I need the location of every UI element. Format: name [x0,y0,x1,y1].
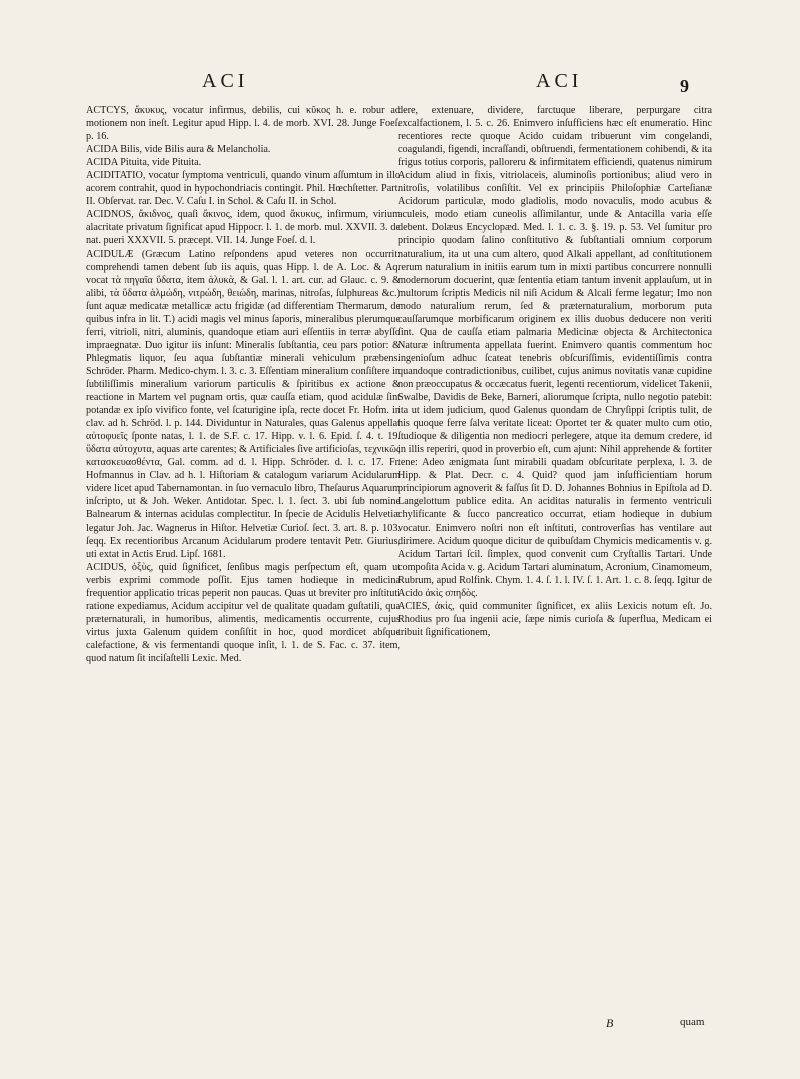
running-head-right: ACI [536,70,583,92]
entry-acycys: ACTCYS, ἄκυκυς, vocatur infirmus, debilis, cui κῦκος h. e. robur ad motionem non ineſt. Legitur apud Hipp. l. 4. de morb. XVI. 28. Junge Foeſ. p. 16. [86,105,400,143]
entry-acies: ACIES, ἀκὶς, quid communiter ſignificet, ex aliis Lexicis notum eſt. Jo. Rhodius pro ſua ingenii acie, ſæpe nimis curioſa & ſuperflua, Medicam ei tribuit ſignificationem, [398,600,712,638]
signature-mark: B [606,1016,614,1030]
entry-acida-bilis: ACIDA Bilis, vide Bilis aura & Melancholia. [86,144,271,156]
catchword: quam [680,1016,705,1028]
entry-acidus-continued: dere, extenuare, dividere, farctuque liberare, perpurgare citra excalfactionem, l. 5. c. 26. Enimvero inſufficiens hæc eſt enumeratio. Hinc recentiores recte quoque Acido cuidam tribuerunt vim congelandi, coagulandi, figendi, incraſſandi, obſtruendi, fermentationem cohibendi, & ita frigus totius corporis, palloreru & infirmitatem efficiendi, quatenus nimirum Acidum aliud in fixis, vitriolaceis, aluminoſis portionibus; aliud vero in nitroſis, volatilibus conſiſtit. Vel ex principiis Philoſophiæ Carteſianæ Acidorum particulæ, modo gladiolis, modo novaculis, modo acubus & aculeis, modo etiam cuneolis aſſimilantur, unde & Antacilla varia eſſe debent. Dolæus Encyclopæd. Med. l. 1. c. 3. §. 19. p. 53. Vel ſumitur pro principio quodam ſalino conſtitutivo & ſubſtantiali omnium corporum naturalium, ita ut una cum altero, quod Alkali appellant, ad conſtitutionem rerum naturalium in initiis earum tum in mixti partibus concurrere nonnulli modernorum docuerint, quæ ſententia etiam tantum invenit applauſum, ut in multorum ſcriptis Medicis nil niſi Acidum & Alcali ferme legatur; Imo non modo naturalium rerum, ſed & præternaturalium, morborum puta cauſſarumque morbificarum originem ex illis duobus deducere non veriti ſint. Qua de cauſſa etiam palmaria Medicinæ objecta & Architectonica Naturæ inſtrumenta appellata fuerint. Enimvero quantis commentum hoc ingenioſum adhuc ſcateat tenebris obſcuriſſimis, evidentiſſimis contra quandoque contradictionibus, cuilibet, cujus animus novitatis vanæ cupidine non præoccupatus & occæcatus fuerit, legenti recentiorum, videlicet Takenii, Swalbe, Davidis de Beke, Barneri, aliorumque ſcripta, nullo negotio patebit: ita ut idem judicium, quod Galenus quondam de Chryſippi ſcriptis tulit, de his quoque ferre ſalva veritate liceat: Oportet ter & quater multo cum otio, ſtudioque & diligentia non mediocri perlegere, atque ita demum credere, id in illis reperiri, quod in proverbio eſt, cum ajunt: Nihil apprehende & fortiter tene: Adeo ænigmata ſunt mirabili quadam obſcuritate perplexa, l. 3. de Hipp. & Plat. Decr. c. 4. Quid? quod jam inſufficientiam horum principiorum agnoverit & faſſus ſit D. D. Johannes Bohnius in Epiſtola ad D. Langelottum publice edita. An aciditas naturalis in fermento ventriculi chylificante & ſucco pancreatico occurrat, etiam hodieque in dubium vocatur. Enimvero noſtri non eſt inſtituti, controverſias has ventilare aut dirimere. Acidum quoque dicitur de quibuſdam Chymicis medicamentis v. g. Acidum Tartari ſcil. ſimplex, quod convenit cum Cryſtallis Tartari. Unde compoſita Acida v. g. Acidum Tartari aluminatum, Acronium, Cinamomeum, Rubrum, apud Rolfink. Chym. 1. 4. ſ. 1. l. IV. ſ. 1. Art. 1. c. 8. ſeqq. Igitur de Acido ἀκὶς σπηδὸς. [398,105,712,599]
left-column [86,104,400,665]
entry-acidnos: ACIDNOS, ἄκιδνος, quaſi ἄκινος, idem, quod ἄκυκυς, infirmum, virium alacritate privatum ſignificat apud Hippocr. l. 1. de morb. mul. XXVII. 3. de nat. pueri XXXVII. 5. præcept. VII. 14. Junge Foeſ. d. l. [86,209,400,247]
running-head-left: ACI [202,70,249,92]
page-number: 9 [680,76,689,96]
entry-acidus: ACIDUS, ὀξὺς, quid ſignificet, ſenſibus magis perſpectum eſt, quam ut verbis exprimi commode poſſit. Ejus tamen hodieque in medicina frequentior applicatio tricas peperit non paucas. Quas ut breviter pro inſtituti ratione expediamus, Acidum accipitur vel de qualitate quadam guſtatili, qua præternaturali, in humoribus, alimentis, medicamentis occurrente, cujus virtus juxta Galenum quidem conſiſtit in hoc, quod mordicet abſque calefactione, & vis fermentandi quoque inſit, l. 1. de S. Fac. c. 37. item, quod natum ſit inciſaſtelli Lexic. Med. [86,561,400,664]
entry-aciditatio: ACIDITATIO, vocatur ſymptoma ventriculi, quando vinum aſſumtum in illo acorem contrahit, quod in hypochondriacis contingit. Phil. Hœchſtetter. Part. II. Obſervat. rar. Dec. V. Caſu I. in Schol. & Caſu II. in Schol. [86,170,400,208]
right-column [398,104,712,639]
entry-acidulae: ACIDULÆ (Græcum Latino reſpondens apud veteres non occurrit: comprehendi tamen debent ſub iis aquis, quas Hipp. l. de A. Loc. & Aq. vocat τὰ πηγαῖα ὕδατα, item ἁλυκὰ, & Gal. l. 1. art. cur. ad Glauc. c. 9. & alibi, τὰ ὕδατα ἁλμώδη, νιτρώδη, θειώδη, marinas, nitroſas, ſulphureas &c.) ſunt aquæ medicatæ metallicæ actu frigidæ (ad differentiam Thermarum, de quibus infra in lit. T.) acidi magis vel minus ſaporis, mineralibus plerumque ferri, vitrioli, nitri, aluminis, quandoque etiam auri eſſentiis in terræ abyſſo impraegnatæ. Duo igitur iis inſunt: Mineralis ſubſtantia, ceu pars potior: & Phlegmatis liquor, ſeu aqua ſubſtantiæ minerali vehiculum præbens. Schröder. Pharm. Medico-chym. l. 3. c. 3. Eſſentiam mineralium conſiſtere in ſubtiliſſimis mineralium variorum particulis & ſpiritibus ex actione & reactione in Martem vel pugnam ortis, quæ cauſſa etiam, quod acidulæ ſint potandæ ex ipſo vivifico fonte, vel ſcaturigine ipſa, recte docet Fr. Hofm. in clav. ad h. Schröd. l. p. 144. Dividuntur in Naturales, quas Galenus appellat αὐτοφυεῖς ſponte natas, l. 1. de S.F. c. 17. Hipp. v. l. 6. Epid. ſ. 4. t. 19. ὕδατα αὐτοχυτα, aquas arte carentes; & Artificiales ſive artificioſas, τεχνικῶς κατασκευασθέντα, Gal. comm. ad d. l. Hipp. Schröder. d. l. c. 17. Fr. Hofmannus in Clav. ad h. l. Hiſtoriam & catalogum variarum Acidularum videre licet apud Tabernamontan. in ſuo vernaculo libro, Theſaurus Aquarum inſcripto, ut & Joh. Weker. Antidotar. Spec. l. 1. ſect. 3. ubi ſub nomine Balnearum & internas acidulas complectitur. In ſpecie de Acidulis Helvetiæ legatur Joh. Jac. Wagnerus in Hiſtor. Helvetiæ Curioſ. ſect. 3. art. 8. p. 103. ſeqq. Ex recentioribus Arcanum Acidularum prodere tentavit Petr. Giurius, uti extat in Actis Erud. Lipſ. 1681. [86,248,400,560]
entry-acida-pituita: ACIDA Pituita, vide Pituita. [86,157,202,169]
